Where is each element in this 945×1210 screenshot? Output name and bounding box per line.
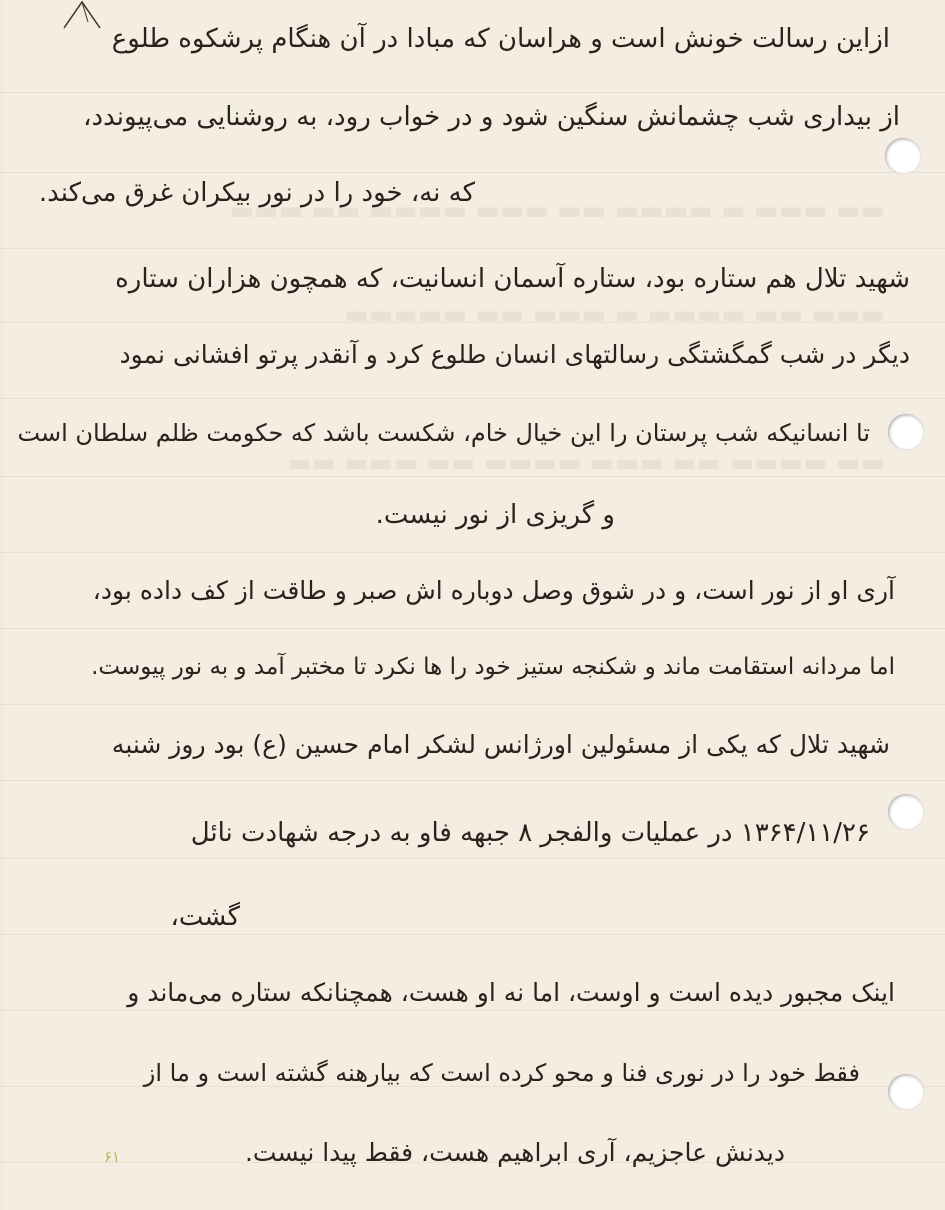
text-line: آری او از نور است، و در شوق وصل دوباره اش صبر و طاقت از کف داده بود، bbox=[92, 576, 895, 605]
page-number: ۶۱ bbox=[104, 1148, 121, 1166]
ruled-line bbox=[0, 248, 945, 249]
text-line: اما مردانه استقامت ماند و شکنجه ستیز خود را ها نکرد تا مختبر آمد و به نور پیوست. bbox=[91, 654, 895, 680]
ruled-line bbox=[0, 398, 945, 399]
show-through-texture: ▬▬▬ ▬▬ ▬▬▬▬ ▬ ▬▬▬ ▬▬ ▬▬▬▬▬ bbox=[344, 300, 885, 326]
text-line: گشت، bbox=[170, 902, 240, 932]
show-through-texture: ▬▬ ▬▬▬ ▬ ▬▬▬▬ ▬▬ ▬▬▬ ▬▬▬▬ ▬▬ ▬▬▬ bbox=[229, 196, 885, 222]
punch-hole bbox=[888, 414, 924, 450]
ruled-line bbox=[0, 1010, 945, 1011]
ruled-line bbox=[0, 704, 945, 705]
ruled-line bbox=[0, 628, 945, 629]
text-line: ازاین رسالت خونش است و هراسان که مبادا در آن هنگام پرشکوه طلوع bbox=[111, 24, 890, 54]
ruled-line bbox=[0, 476, 945, 477]
ruled-line bbox=[0, 552, 945, 553]
text-line: از بیداری شب چشمانش سنگین شود و در خواب رود، به روشنایی می‌پیوندد، bbox=[83, 102, 900, 132]
punch-hole bbox=[888, 794, 924, 830]
text-line: ۱۳۶۴/۱۱/۲۶ در عملیات والفجر ۸ جبهه فاو به درجه شهادت نائل bbox=[190, 818, 870, 848]
ruled-line bbox=[0, 858, 945, 859]
text-line: دیگر در شب گمگشتگی رسالتهای انسان طلوع کرد و آنقدر پرتو افشانی نمود bbox=[119, 340, 910, 369]
punch-hole bbox=[888, 1074, 924, 1110]
text-line: و گریزی از نور نیست. bbox=[375, 500, 615, 530]
show-through-texture: ▬▬ ▬▬▬▬ ▬▬ ▬▬▬ ▬▬▬▬ ▬▬ ▬▬▬ ▬▬ bbox=[286, 448, 885, 474]
text-line: که نه، خود را در نور بیکران غرق می‌کند. bbox=[38, 178, 475, 208]
text-line: شهید تلال هم ستاره بود، ستاره آسمان انسانیت، که همچون هزاران ستاره bbox=[115, 264, 910, 294]
text-line: فقط خود را در نوری فنا و محو کرده است که بیارهنه گشته است و ما از bbox=[143, 1059, 860, 1087]
text-line: اینک مجبور دیده است و اوست، اما نه او هست، همچنانکه ستاره می‌ماند و bbox=[127, 978, 895, 1007]
text-line: شهید تلال که یکی از مسئولین اورژانس لشکر امام حسین (ع) بود روز شنبه bbox=[111, 730, 890, 759]
ruled-line bbox=[0, 92, 945, 93]
ruled-line bbox=[0, 780, 945, 781]
text-line: تا انسانیکه شب پرستان را این خیال خام، شکست باشد که حکومت ظلم سلطان است bbox=[17, 419, 870, 447]
punch-hole bbox=[885, 138, 921, 174]
ruled-line bbox=[0, 934, 945, 935]
ruled-line bbox=[0, 172, 945, 173]
text-line: دیدنش عاجزیم، آری ابراهیم هست، فقط پیدا نیست. bbox=[244, 1138, 785, 1167]
